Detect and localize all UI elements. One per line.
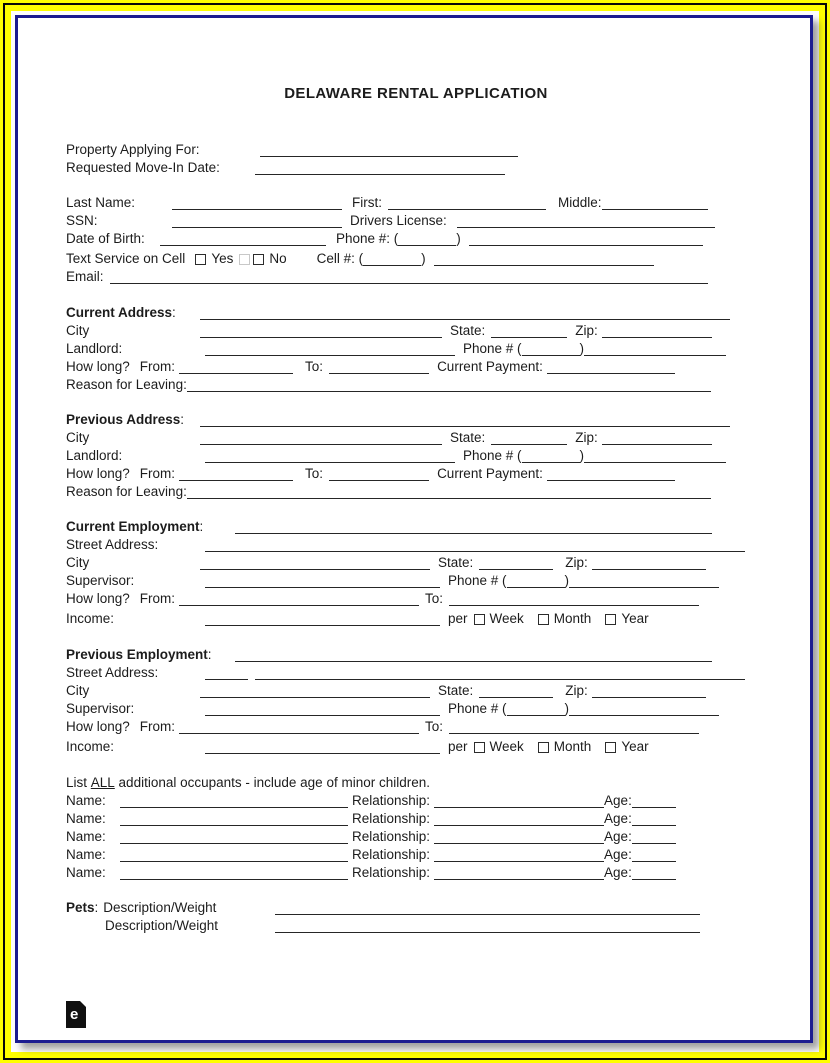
current-employment-state-line[interactable] [479,557,553,570]
landlord-phone-paren-close: ) [579,448,585,463]
previous-income-month-checkbox[interactable] [538,742,549,753]
from-label: From: [139,359,176,374]
age-label: Age: [604,811,632,826]
occupant-3-relationship-line[interactable] [434,831,604,844]
previous-landlord-phone-area-line[interactable] [522,450,580,463]
relationship-label: Relationship: [352,865,431,880]
current-employment-street-row [66,535,766,553]
state-label: State: [438,683,474,698]
supervisor-label: Supervisor: [66,701,135,716]
previous-address-state-line[interactable] [491,432,567,445]
move-in-date-row [66,158,766,176]
phone-number-line[interactable] [469,233,703,246]
pets-description-label-2: Description/Weight [105,918,219,933]
state-label: State: [450,323,486,338]
current-address-reason-row [66,375,766,393]
previous-employment-state-line[interactable] [479,685,553,698]
email-row [66,267,766,285]
occupant-name-label: Name: [66,793,106,808]
city-label: City [66,555,90,570]
current-payment-label: Current Payment: [437,359,543,374]
last-name-label: Last Name: [66,195,136,210]
age-label: Age: [604,865,632,880]
previous-employment-street-row [66,663,766,681]
previous-employment-section [66,645,766,755]
previous-address-heading-row [66,410,766,428]
supervisor-phone-paren-close: ) [564,701,570,716]
year-label: Year [621,611,649,626]
property-applying-for-label: Property Applying For: [66,142,200,157]
first-name-label: First: [352,195,382,210]
current-employment-city-row [66,553,766,571]
drivers-license-label: Drivers License: [350,213,447,228]
previous-employment-howlong-row [66,717,766,735]
street-address-label: Street Address: [66,665,159,680]
text-service-no-checkbox[interactable] [253,254,264,265]
occupant-5-age-line[interactable] [632,867,676,880]
current-employment-to-line[interactable] [449,593,699,606]
occupant-1-age-line[interactable] [632,795,676,808]
current-address-line[interactable] [200,307,730,320]
pet-description-line-2[interactable] [275,920,700,933]
landlord-label: Landlord: [66,448,123,463]
current-income-week-checkbox[interactable] [474,614,485,625]
current-address-city-row [66,321,766,339]
from-label: From: [139,591,176,606]
occupant-1-name-line[interactable] [120,795,348,808]
middle-name-line[interactable] [602,197,708,210]
current-income-row [66,609,766,627]
occupant-3-age-line[interactable] [632,831,676,844]
current-landlord-phone-area-line[interactable] [522,343,580,356]
phone-paren-close: ) [456,231,461,246]
landlord-phone-paren-close: ) [579,341,585,356]
intro-section [66,140,766,176]
current-payment-line[interactable] [547,361,675,374]
year-label: Year [621,739,649,754]
occupant-row-2 [66,809,766,827]
previous-employment-city-line[interactable] [200,685,430,698]
drivers-license-line[interactable] [457,215,715,228]
move-in-date-label: Requested Move-In Date: [66,160,220,175]
occupant-2-name-line[interactable] [120,813,348,826]
first-name-line[interactable] [388,197,546,210]
to-label: To: [305,466,324,481]
yes-label: Yes [211,251,234,266]
name-row [66,193,766,211]
rental-application-document [15,15,813,1043]
from-label: From: [139,719,176,734]
current-employment-street-line[interactable] [205,539,745,552]
occupant-1-relationship-line[interactable] [434,795,604,808]
previous-reason-line[interactable] [187,486,711,499]
current-address-to-line[interactable] [329,361,429,374]
occupant-5-relationship-line[interactable] [434,867,604,880]
ssn-row [66,211,766,229]
city-label: City [66,430,90,445]
previous-address-line[interactable] [200,414,730,427]
per-label: per [448,611,468,626]
current-landlord-phone-line[interactable] [584,343,726,356]
current-supervisor-phone-line[interactable] [569,575,719,588]
per-label: per [448,739,468,754]
current-landlord-line[interactable] [205,343,455,356]
move-in-date-line[interactable] [255,162,505,175]
income-label: Income: [66,739,115,754]
previous-employment-to-line[interactable] [449,721,699,734]
current-address-landlord-row [66,339,766,357]
previous-address-landlord-row [66,446,766,464]
pets-heading: Pets: Description/Weight [66,900,217,915]
age-label: Age: [604,847,632,862]
previous-employment-street-short-line[interactable] [205,667,248,680]
current-address-city-line[interactable] [200,325,442,338]
previous-employer-line[interactable] [235,649,712,662]
current-address-section [66,303,766,393]
email-line[interactable] [110,271,708,284]
dob-row [66,229,766,247]
city-label: City [66,323,90,338]
pet-description-line-1[interactable] [275,902,700,915]
occupant-3-name-line[interactable] [120,831,348,844]
previous-address-city-line[interactable] [200,432,442,445]
occupants-section [66,773,766,881]
month-label: Month [553,611,592,626]
text-service-label: Text Service on Cell [66,251,186,266]
how-long-label: How long? [66,466,130,481]
current-address-zip-line[interactable] [602,325,712,338]
previous-landlord-line[interactable] [205,450,455,463]
previous-income-week-checkbox[interactable] [474,742,485,753]
previous-supervisor-phone-area-line[interactable] [507,703,565,716]
current-employment-from-line[interactable] [179,593,419,606]
how-long-label: How long? [66,719,130,734]
previous-employment-from-line[interactable] [179,721,419,734]
property-row [66,140,766,158]
landlord-label: Landlord: [66,341,123,356]
phone-area-code-line[interactable] [398,233,456,246]
current-employment-city-line[interactable] [200,557,430,570]
to-label: To: [305,359,324,374]
occupant-name-label: Name: [66,811,106,826]
supervisor-phone-paren-close: ) [564,573,570,588]
current-address-from-line[interactable] [179,361,293,374]
current-income-month-checkbox[interactable] [538,614,549,625]
supervisor-phone-label: Phone # ( [448,573,507,588]
current-employment-howlong-row [66,589,766,607]
current-supervisor-line[interactable] [205,575,440,588]
previous-address-section [66,410,766,500]
current-address-howlong-row [66,357,766,375]
to-label: To: [425,591,444,606]
occupant-row-5 [66,863,766,881]
previous-employment-zip-line[interactable] [592,685,706,698]
previous-address-howlong-row [66,464,766,482]
form-title: DELAWARE RENTAL APPLICATION [284,85,548,102]
previous-employment-heading-row [66,645,766,663]
text-service-row [66,249,766,267]
occupant-row-1 [66,791,766,809]
current-employer-line[interactable] [235,521,712,534]
previous-address-zip-line[interactable] [602,432,712,445]
date-of-birth-line[interactable] [160,233,326,246]
current-employment-zip-line[interactable] [592,557,706,570]
week-label: Week [489,611,524,626]
previous-income-line[interactable] [205,741,440,754]
zip-label: Zip: [565,683,588,698]
current-employment-section [66,517,766,627]
previous-address-city-row [66,428,766,446]
week-label: Week [489,739,524,754]
supervisor-phone-label: Phone # ( [448,701,507,716]
occupant-row-3 [66,827,766,845]
zip-label: Zip: [575,430,598,445]
to-label: To: [425,719,444,734]
previous-income-year-checkbox[interactable] [605,742,616,753]
zip-label: Zip: [575,323,598,338]
current-reason-line[interactable] [187,379,711,392]
supervisor-label: Supervisor: [66,573,135,588]
property-applying-for-line[interactable] [260,144,518,157]
current-address-heading-row [66,303,766,321]
occupant-name-label: Name: [66,847,106,862]
occupants-instruction-suffix: additional occupants - include age of minor children. [114,775,430,790]
age-label: Age: [604,829,632,844]
from-label: From: [139,466,176,481]
pets-row-2 [66,916,766,934]
occupant-4-name-line[interactable] [120,849,348,862]
cell-label: Cell #: ( [316,251,364,266]
date-of-birth-label: Date of Birth: [66,231,145,246]
pets-section [66,898,766,934]
relationship-label: Relationship: [352,793,431,808]
age-label: Age: [604,793,632,808]
ssn-label: SSN: [66,213,98,228]
email-label: Email: [66,269,104,284]
occupant-4-relationship-line[interactable] [434,849,604,862]
ghost-checkbox [239,254,250,265]
occupants-instruction-all: ALL [90,775,115,790]
relationship-label: Relationship: [352,847,431,862]
pets-row-1 [66,898,766,916]
landlord-phone-label: Phone # ( [463,341,522,356]
relationship-label: Relationship: [352,829,431,844]
current-employment-heading: Current Employment: [66,519,204,534]
how-long-label: How long? [66,359,130,374]
previous-address-reason-row [66,482,766,500]
current-address-state-line[interactable] [491,325,567,338]
current-income-line[interactable] [205,613,440,626]
state-label: State: [450,430,486,445]
reason-for-leaving-label: Reason for Leaving: [66,484,187,499]
middle-name-label: Middle: [558,195,602,210]
current-employment-supervisor-row [66,571,766,589]
how-long-label: How long? [66,591,130,606]
previous-supervisor-line[interactable] [205,703,440,716]
text-service-yes-checkbox[interactable] [195,254,206,265]
occupant-name-label: Name: [66,865,106,880]
current-payment-label: Current Payment: [437,466,543,481]
previous-employment-heading: Previous Employment: [66,647,212,662]
previous-employment-street-line[interactable] [255,667,745,680]
previous-address-heading: Previous Address: [66,412,185,427]
relationship-label: Relationship: [352,811,431,826]
current-income-year-checkbox[interactable] [605,614,616,625]
logo-letter: e [70,1006,79,1023]
previous-supervisor-phone-line[interactable] [569,703,719,716]
phone-label: Phone #: ( [336,231,399,246]
personal-section [66,193,766,285]
income-label: Income: [66,611,115,626]
no-label: No [269,251,287,266]
occupant-4-age-line[interactable] [632,849,676,862]
previous-income-row [66,737,766,755]
eforms-logo-icon [66,1001,86,1028]
state-label: State: [438,555,474,570]
previous-payment-line[interactable] [547,468,675,481]
cell-number-line[interactable] [434,253,654,266]
cell-paren-close: ) [421,251,426,266]
last-name-line[interactable] [172,197,342,210]
current-employment-heading-row [66,517,766,535]
ssn-line[interactable] [172,215,342,228]
reason-for-leaving-label: Reason for Leaving: [66,377,187,392]
form-content [66,18,766,1028]
occupant-2-relationship-line[interactable] [434,813,604,826]
city-label: City [66,683,90,698]
previous-employment-city-row [66,681,766,699]
occupants-instruction-prefix: List [66,775,91,790]
current-address-heading: Current Address: [66,305,176,320]
occupant-5-name-line[interactable] [120,867,348,880]
previous-address-from-line[interactable] [179,468,293,481]
previous-employment-supervisor-row [66,699,766,717]
previous-landlord-phone-line[interactable] [584,450,726,463]
cell-area-code-line[interactable] [363,253,421,266]
occupants-instruction-row [66,773,766,791]
previous-address-to-line[interactable] [329,468,429,481]
occupant-row-4 [66,845,766,863]
occupant-name-label: Name: [66,829,106,844]
month-label: Month [553,739,592,754]
landlord-phone-label: Phone # ( [463,448,522,463]
occupant-2-age-line[interactable] [632,813,676,826]
current-supervisor-phone-area-line[interactable] [507,575,565,588]
street-address-label: Street Address: [66,537,159,552]
zip-label: Zip: [565,555,588,570]
